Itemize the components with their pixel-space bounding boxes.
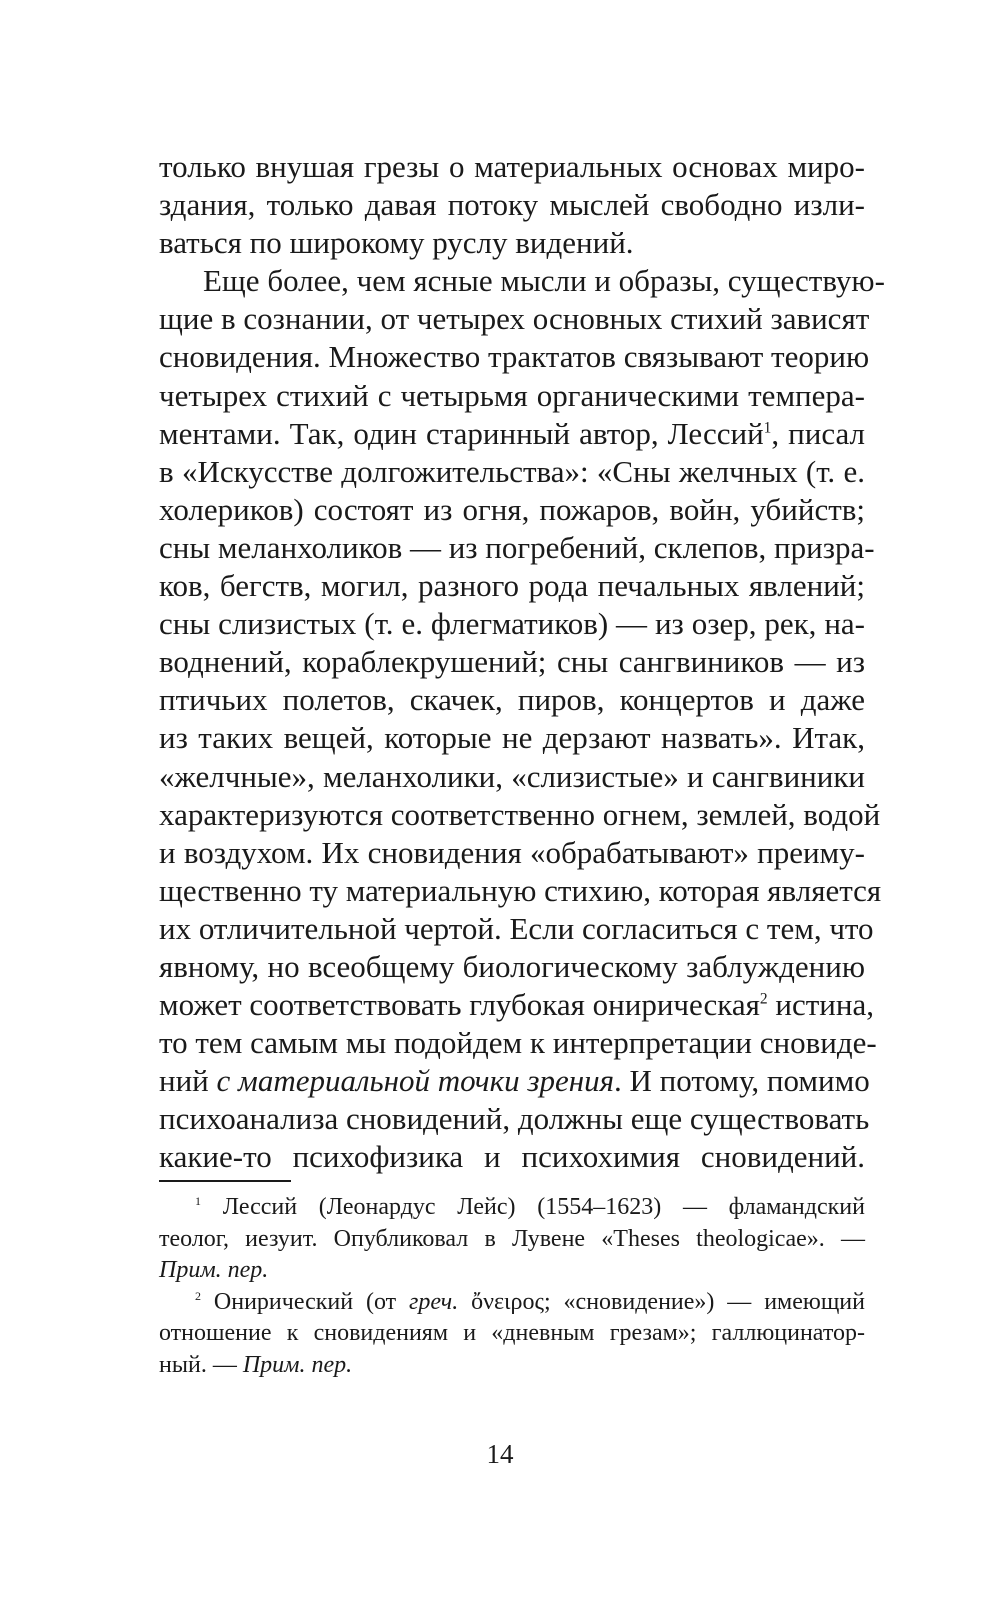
- text-line: явному, но всеобщему биологическому заблуждению: [159, 948, 865, 984]
- page-number: 14: [486, 1439, 514, 1469]
- footnote-marker: 2: [195, 1288, 201, 1303]
- text-line: то тем самым мы подойдем к интерпретации сновиде-: [159, 1025, 877, 1061]
- text-line: воднений, кораблекрушений; сны сангвиников — из: [159, 644, 865, 680]
- text-line: психоанализа сновидений, должны еще существовать: [159, 1101, 870, 1137]
- text-line: ков, бегств, могил, разного рода печальных явлений;: [159, 568, 865, 604]
- italic-emphasis: Прим. пер.: [242, 1351, 353, 1378]
- text-line: сны меланхоликов — из погребений, склепов, призра-: [159, 529, 875, 565]
- text-line: «желчные», меланхолики, «слизистые» и сангвиники: [159, 758, 865, 794]
- footnote-2-line: [159, 1350, 865, 1382]
- text-segment: истина,: [767, 987, 874, 1023]
- text-segment: ментами. Так, один старинный автор, Лессий: [159, 415, 764, 451]
- text-line: в «Искусстве долгожительства»: «Сны желчных (т. е.: [159, 453, 865, 489]
- footnote-2-line: отношение к сновидениям и «дневным грезам»; галлюцинатор-: [159, 1320, 865, 1346]
- text-line: какие-то психофизика и психохимия сновидений.: [159, 1139, 865, 1175]
- text-segment: Лессий (Леонардус Лейс) (1554–1623) — фламандский: [201, 1194, 865, 1220]
- text-line: холериков) состоят из огня, пожаров, войн, убийств;: [159, 491, 865, 527]
- text-line: сновидения. Множество трактатов связывают теорию: [159, 339, 870, 375]
- text-line: и воздухом. Их сновидения «обрабатывают» преиму-: [159, 834, 865, 870]
- text-line: ваться по широкому руслу видений.: [159, 225, 634, 261]
- text-segment: может соответствовать глубокая онирическая: [159, 987, 760, 1023]
- footnote-1-line: [159, 1192, 865, 1224]
- footnote-marker: 1: [195, 1194, 201, 1208]
- text-line: щественно ту материальную стихию, которая является: [159, 872, 882, 908]
- text-line: только внушая грезы о материальных основах миро-: [159, 149, 865, 184]
- footnotes: [159, 1192, 865, 1381]
- italic-emphasis: греч.: [409, 1288, 459, 1315]
- text-line: из таких вещей, которые не дерзают назвать». Итак,: [159, 720, 865, 756]
- text-segment: ний: [159, 1063, 217, 1099]
- text-line: [159, 986, 874, 1024]
- text-segment: ὄνειρος; «сновидение») — имеющий: [458, 1288, 865, 1315]
- footnote-1-line: теолог, иезуит. Опубликовал в Лувене «Theses theologicae». —: [159, 1225, 865, 1252]
- footnote-separator: [159, 1180, 291, 1182]
- italic-emphasis: с материальной точки зрения: [216, 1063, 614, 1099]
- footnote-reference: 1: [763, 419, 772, 437]
- text-segment: . И потому, помимо: [614, 1063, 870, 1099]
- text-line: сны слизистых (т. е. флегматиков) — из озер, рек, на-: [159, 606, 865, 642]
- text-line: птичьих полетов, скачек, пиров, концертов и даже: [159, 682, 865, 718]
- main-text: [159, 148, 885, 1177]
- text-line: их отличительной чертой. Если согласиться с тем, что: [159, 910, 874, 946]
- text-line: щие в сознании, от четырех основных стихий зависят: [159, 301, 870, 337]
- footnote-2-line: [159, 1287, 865, 1319]
- text-line: здания, только давая потоку мыслей свободно изли-: [159, 187, 865, 223]
- footnote-1-line: [159, 1255, 865, 1287]
- text-segment: Онирический (от: [201, 1288, 410, 1315]
- text-line: [159, 1062, 870, 1100]
- italic-emphasis: Прим. пер.: [159, 1257, 269, 1283]
- text-line: четырех стихий с четырьмя органическими темпера-: [159, 377, 865, 413]
- text-segment: , писал: [771, 415, 865, 451]
- footnote-reference: 2: [759, 990, 768, 1008]
- text-line: характеризуются соответственно огнем, землей, водой: [159, 796, 881, 832]
- text-segment: ный. —: [159, 1351, 243, 1378]
- text-line: Еще более, чем ясные мысли и образы, существую-: [203, 263, 885, 299]
- text-line: [159, 415, 865, 453]
